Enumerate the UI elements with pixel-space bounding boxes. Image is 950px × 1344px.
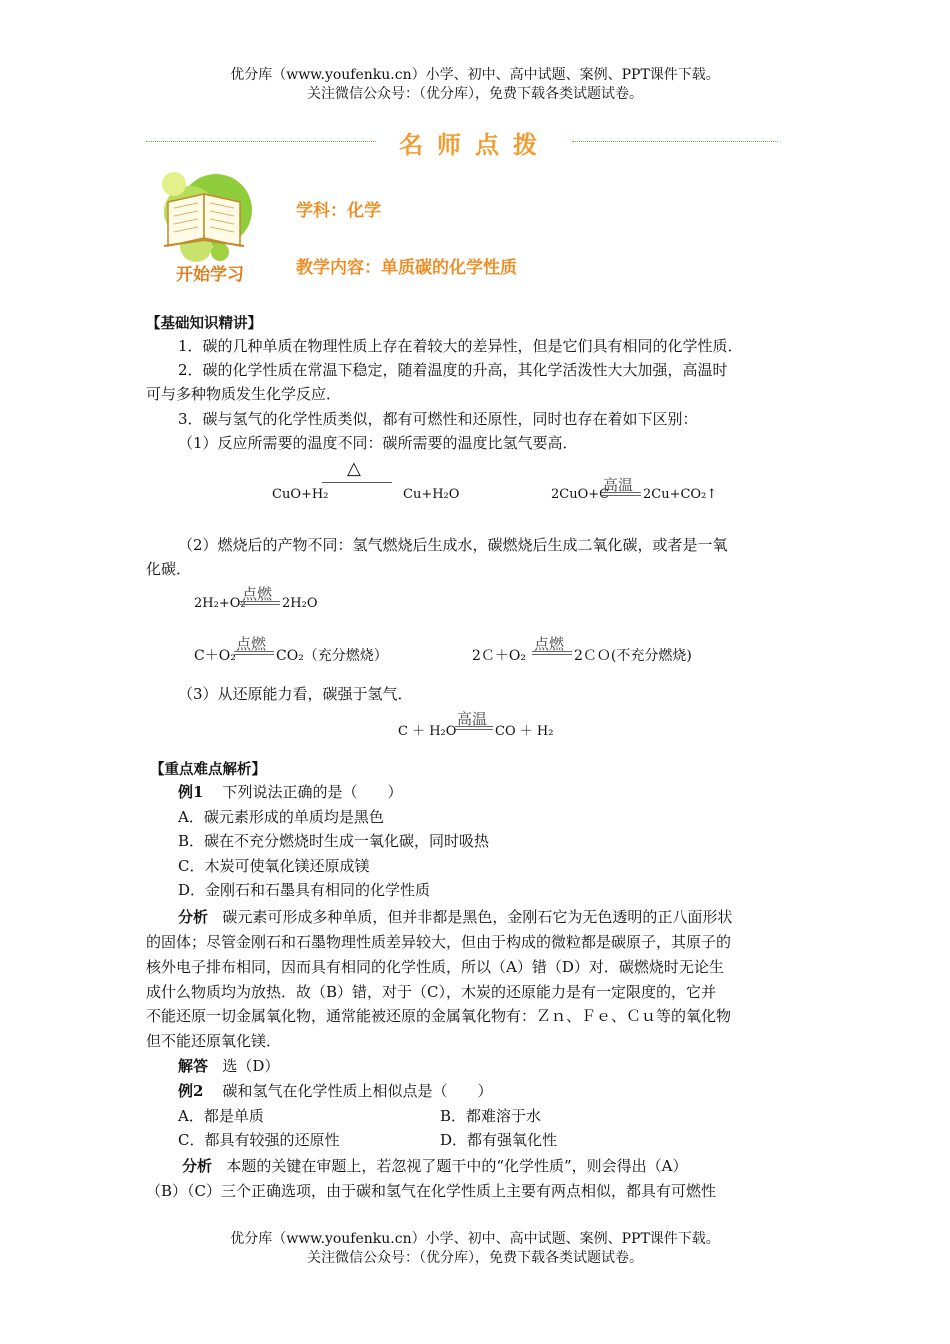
example-2-option-c: C．都具有较强的还原性	[178, 1131, 340, 1149]
eq3-equals	[240, 601, 280, 605]
header-line-1: 优分库（www.youfenku.cn）小学、初中、高中试题、案例、PPT课件下载。	[230, 67, 720, 83]
example-1-analysis-3: 核外电子排布相同，因而具有相同的化学性质，所以（A）错（D）对．碳燃烧时无论生	[146, 958, 724, 976]
example-2-option-d: D．都有强氧化性	[440, 1131, 558, 1149]
eq2-equals	[601, 492, 641, 496]
para-3: 3．碳与氢气的化学性质类似，都有可燃性和还原性，同时也存在着如下区别：	[178, 410, 698, 428]
example-2-option-b: B．都难溶于水	[440, 1107, 542, 1125]
eq3-right: 2H₂O	[282, 596, 318, 611]
eq2-left: 2CuO+C	[551, 487, 610, 502]
eq3-condition: 点燃	[242, 585, 273, 603]
example-1-analysis-5: 不能还原一切金属氧化物，通常能被还原的金属氧化物有：Ｚｎ、Ｆｅ、Ｃｕ等的氧化物	[146, 1007, 732, 1025]
eq5-left: 2Ｃ＋O₂	[472, 648, 526, 664]
example-1-analysis-6: 但不能还原氧化镁．	[146, 1032, 282, 1050]
eq1-arrow	[322, 482, 392, 483]
analysis-label-2: 分析	[182, 1157, 213, 1175]
eq2-condition: 高温	[603, 476, 634, 494]
example-1-analysis-1	[146, 905, 806, 930]
start-learning-logo	[158, 172, 266, 290]
example-2-analysis-1	[146, 1154, 806, 1179]
answer-text: 选（D）	[222, 1057, 280, 1075]
para-3-2b: 化碳．	[146, 560, 192, 578]
eq4-equals	[234, 651, 274, 655]
answer-label: 解答	[178, 1057, 209, 1075]
example-2-option-a: A．都是单质	[178, 1107, 264, 1125]
eq5-condition: 点燃	[534, 635, 565, 653]
example-1-option-b: B．碳在不充分燃烧时生成一氧化碳，同时吸热	[178, 832, 490, 850]
logo-text: 开始学习	[176, 265, 244, 285]
header-line-2: 关注微信公众号：（优分库），免费下载各类试题试卷。	[307, 86, 643, 102]
example-2-analysis-2: （B）（C）三个正确选项，由于碳和氢气在化学性质上主要有两点相似，都具有可燃性	[146, 1182, 717, 1200]
analysis-text-2-1: 本题的关键在审题上，若忽视了题干中的“化学性质”，则会得出（A）	[226, 1157, 688, 1175]
para-3-2a: （2）燃烧后的产物不同：氢气燃烧后生成水，碳燃烧后生成二氧化碳，或者是一氧	[178, 536, 728, 554]
example-1-analysis-2: 的固体；尽管金刚石和石墨物理性质差异较大，但由于构成的微粒都是碳原子，其原子的	[146, 933, 732, 951]
eq6-right: CO ＋ H₂	[495, 724, 554, 739]
content-label: 教学内容：单质碳的化学性质	[296, 258, 517, 278]
para-2a: 2．碳的化学性质在常温下稳定，随着温度的升高，其化学活泼性大大加强，高温时	[178, 361, 728, 379]
eq4-condition: 点燃	[236, 635, 267, 653]
example-2-options-row-2	[178, 1128, 798, 1153]
example-1-option-d: D．金刚石和石墨具有相同的化学性质	[178, 881, 431, 899]
para-1: 1．碳的几种单质在物理性质上存在着较大的差异性，但是它们具有相同的化学性质．	[178, 337, 743, 355]
eq6-left: C ＋ H₂O	[398, 724, 457, 739]
eq5-equals	[532, 651, 572, 655]
section-title-key: 【重点难点解析】	[150, 761, 266, 778]
eq6-equals	[455, 726, 493, 730]
eq1-condition: △	[347, 458, 361, 479]
example-1-option-c: C．木炭可使氧化镁还原成镁	[178, 857, 370, 875]
example-1-question	[178, 780, 798, 805]
example-2-options-row-1	[178, 1104, 798, 1129]
example-1-option-a: A．碳元素形成的单质均是黑色	[178, 808, 384, 826]
example-1-text: 下列说法正确的是（ ）	[222, 783, 403, 801]
eq3-left: 2H₂+O₂	[194, 596, 246, 611]
eq4-left: C＋O₂	[194, 648, 236, 664]
para-3-3: （3）从还原能力看，碳强于氢气．	[178, 685, 413, 703]
section-title-basic: 【基础知识精讲】	[146, 315, 262, 332]
para-2b: 可与多种物质发生化学反应．	[146, 385, 342, 403]
eq5-right: 2ＣＯ(不充分燃烧)	[574, 648, 692, 664]
footer-line-1: 优分库（www.youfenku.cn）小学、初中、高中试题、案例、PPT课件下载。	[230, 1231, 720, 1247]
eq4-right: CO₂（充分燃烧）	[276, 648, 388, 664]
example-2-text: 碳和氢气在化学性质上相似点是（ ）	[222, 1082, 493, 1100]
footer-line-2: 关注微信公众号：（优分库），免费下载各类试题试卷。	[307, 1250, 643, 1266]
eq2-right: 2Cu+CO₂↑	[643, 487, 718, 502]
para-3-1: （1）反应所需要的温度不同：碳所需要的温度比氢气要高．	[178, 434, 578, 452]
example-1-analysis-4: 成什么物质均为放热．故（B）错，对于（C），木炭的还原能力是有一定限度的，它并	[146, 983, 717, 1001]
banner-title: 名师点拨	[399, 130, 551, 159]
analysis-text-1: 碳元素可形成多种单质，但并非都是黑色，金刚石它为无色透明的正八面形状	[222, 908, 733, 926]
example-2-question	[178, 1079, 798, 1104]
example-2-label: 例2	[178, 1082, 204, 1100]
example-1-label: 例1	[178, 783, 204, 801]
eq6-condition: 高温	[457, 710, 488, 728]
example-1-answer	[178, 1054, 838, 1079]
eq1-right: Cu+H₂O	[403, 487, 460, 502]
subject-label: 学科：化学	[296, 201, 381, 221]
analysis-label: 分析	[178, 908, 209, 926]
banner-divider-right	[572, 141, 778, 142]
eq1-left: CuO+H₂	[272, 487, 329, 502]
